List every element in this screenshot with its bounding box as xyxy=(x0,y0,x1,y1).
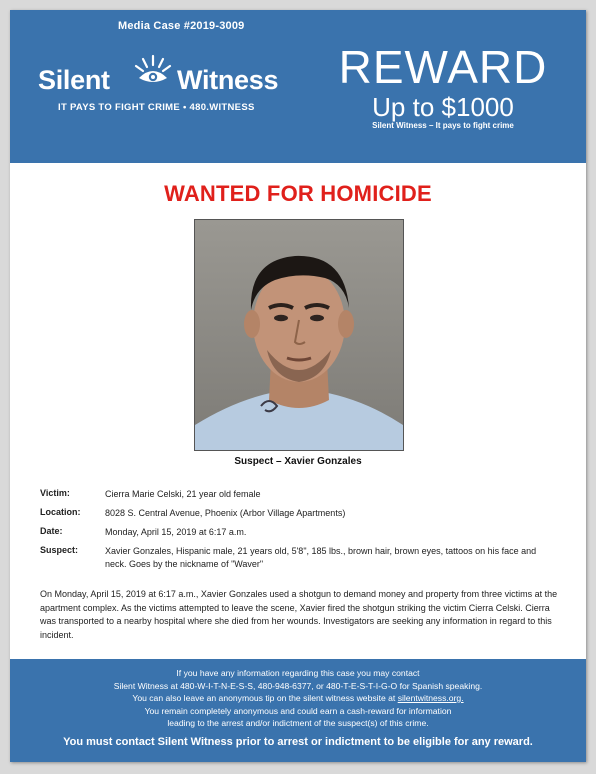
detail-label: Location: xyxy=(40,507,81,517)
footer-line-1: If you have any information regarding this case you may contact xyxy=(176,668,420,678)
detail-value: 8028 S. Central Avenue, Phoenix (Arbor Village Apartments) xyxy=(105,508,346,518)
page-title: WANTED FOR HOMICIDE xyxy=(164,181,432,206)
reward-title: REWARD xyxy=(338,41,548,93)
incident-narrative: On Monday, April 15, 2019 at 6:17 a.m., Xavier Gonzales used a shotgun to demand money and property from three victims at the apartment complex. As the victims attempted to leave the scene, Xavier fired the shotgun striking the victim Cierra Celski. Cierra was transported to a nearby hospital where she died from her wounds. Investigators are seeking any information in regard to this incident. xyxy=(40,589,558,640)
footer-line-3-text: You can also leave an anonymous tip on the silent witness website at xyxy=(132,693,398,703)
photo-caption: Suspect – Xavier Gonzales xyxy=(234,456,362,467)
footer-banner xyxy=(10,659,586,762)
detail-row-victim xyxy=(40,488,560,501)
website-link[interactable]: silentwitness.org. xyxy=(397,693,464,703)
detail-value: Monday, April 15, 2019 at 6:17 a.m. xyxy=(105,527,247,537)
footer-line-2: Silent Witness at 480-W-I-T-N-E-S-S, 480-948-6377, or 480-T-E-S-T-I-G-O for Spanish speaking. xyxy=(113,680,483,691)
suspect-photo-illustration xyxy=(195,220,403,450)
logo-text-witness: Witness xyxy=(177,65,279,95)
footer-disclaimer: You must contact Silent Witness prior to arrest or indictment to be eligible for any reward. xyxy=(63,735,533,748)
reward-amount: Up to $1000 xyxy=(372,92,514,122)
flyer-page xyxy=(10,10,586,762)
header-banner xyxy=(10,10,586,163)
case-details xyxy=(40,488,560,577)
tagline: IT PAYS TO FIGHT CRIME • 480.WITNESS xyxy=(58,102,255,113)
footer-line-3 xyxy=(10,692,586,705)
logo-text-silent: Silent xyxy=(38,65,110,95)
footer-line-4: You remain completely anonymous and could earn a cash-reward for information xyxy=(144,705,452,716)
detail-label: Date: xyxy=(40,526,63,536)
detail-row-location xyxy=(40,507,560,520)
media-case-number: Media Case #2019-3009 xyxy=(118,20,245,32)
detail-row-date xyxy=(40,526,560,539)
suspect-photo xyxy=(194,219,404,451)
detail-value: Cierra Marie Celski, 21 year old female xyxy=(105,489,261,499)
footer-line-5: leading to the arrest and/or indictment of the suspect(s) of this crime. xyxy=(167,718,429,728)
detail-value: Xavier Gonzales, Hispanic male, 21 years old, 5'8", 185 lbs., brown hair, brown eyes, tattoos on his face and neck. Goes by the nickname of "Waver" xyxy=(105,546,537,569)
eye-sunburst-icon xyxy=(134,52,172,88)
reward-subtitle: Silent Witness – It pays to fight crime xyxy=(372,121,514,130)
detail-row-suspect xyxy=(40,545,560,571)
detail-label: Victim: xyxy=(40,488,70,498)
detail-label: Suspect: xyxy=(40,545,79,555)
